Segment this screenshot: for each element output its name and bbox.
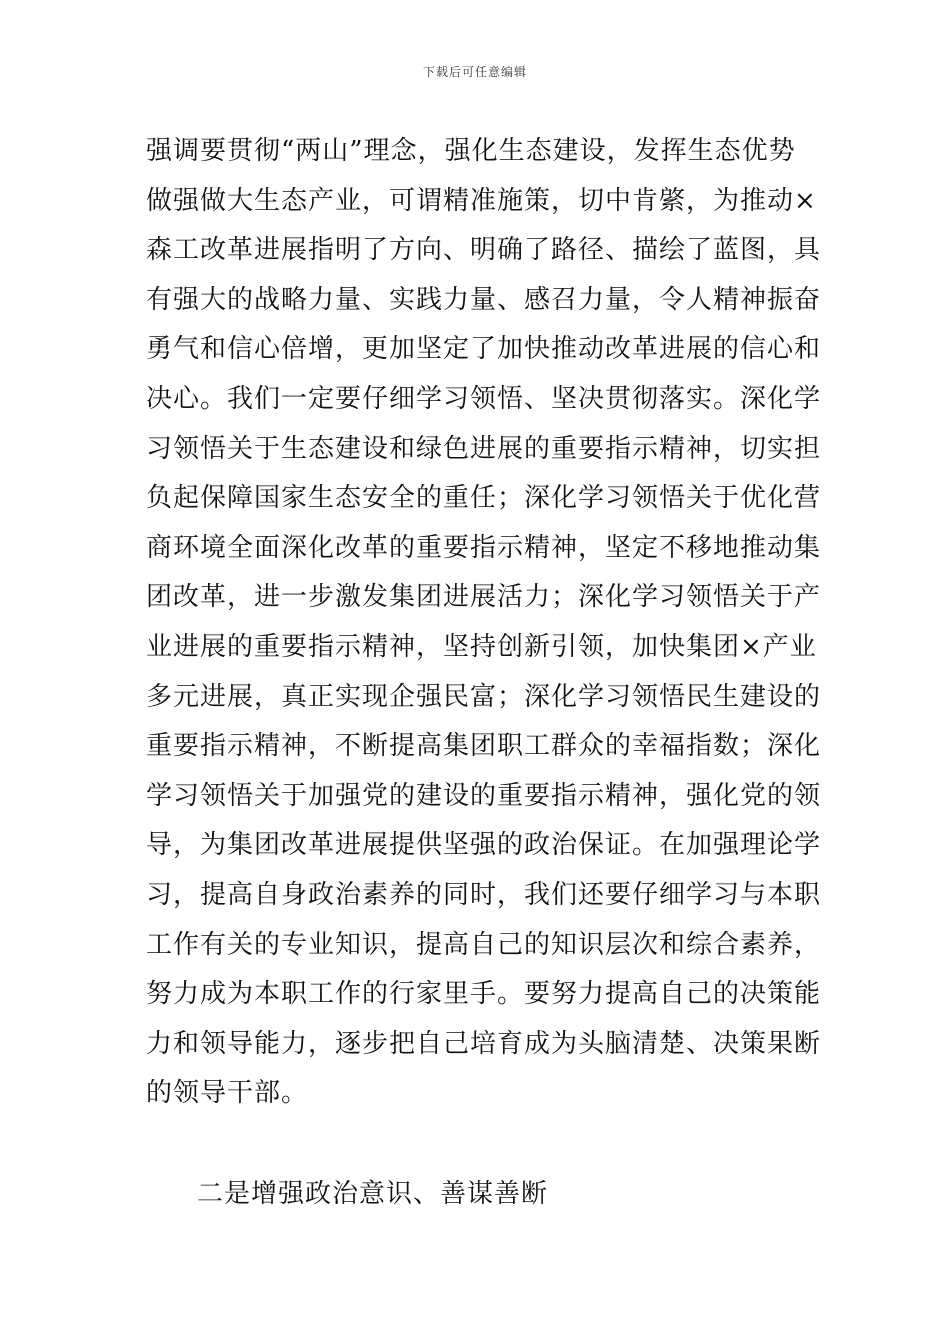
paragraph-line: 努力成为本职工作的行家里手。要努力提高自己的决策能 [146, 979, 822, 1010]
body-paragraph [146, 127, 822, 1119]
paragraph-line: 重要指示精神，不断提高集团职工群众的幸福指数；深化 [146, 731, 822, 762]
paragraph-line: 工作有关的专业知识，提高自己的知识层次和综合素养， [146, 929, 822, 960]
paragraph-line: 做强做大生态产业，可谓精准施策，切中肯綮，为推动× [146, 185, 817, 216]
paragraph-line: 森工改革进展指明了方向、明确了路径、描绘了蓝图，具 [146, 235, 822, 266]
paragraph-line: 团改革，进一步激发集团进展活力；深化学习领悟关于产 [146, 582, 822, 613]
paragraph-line: 习，提高自身政治素养的同时，我们还要仔细学习与本职 [146, 879, 822, 910]
paragraph-line: 有强大的战略力量、实践力量、感召力量，令人精神振奋 [146, 284, 822, 315]
paragraph-line: 商环境全面深化改革的重要指示精神，坚定不移地推动集 [146, 532, 822, 563]
paragraph-line: 导，为集团改革进展提供坚强的政治保证。在加强理论学 [146, 830, 822, 861]
section-heading: 二是增强政治意识、善谋善断 [197, 1179, 549, 1209]
paragraph-line: 勇气和信心倍增，更加坚定了加快推动改革进展的信心和 [146, 334, 822, 365]
paragraph-line: 强调要贯彻“两山”理念，强化生态建设，发挥生态优势 [146, 136, 796, 166]
paragraph-line: 的领导干部。 [146, 1078, 309, 1109]
page-header-note: 下载后可任意编辑 [422, 65, 527, 79]
paragraph-line: 决心。我们一定要仔细学习领悟、坚决贯彻落实。深化学 [146, 383, 822, 414]
paragraph-line: 学习领悟关于加强党的建设的重要指示精神，强化党的领 [146, 780, 822, 811]
paragraph-line: 多元进展，真正实现企强民富；深化学习领悟民生建设的 [146, 681, 822, 712]
paragraph-line: 业进展的重要指示精神，坚持创新引领，加快集团×产业 [146, 631, 817, 662]
paragraph-line: 习领悟关于生态建设和绿色进展的重要指示精神，切实担 [146, 433, 822, 464]
paragraph-line: 力和领导能力，逐步把自己培育成为头脑清楚、决策果断 [146, 1028, 822, 1059]
paragraph-line: 负起保障国家生态安全的重任；深化学习领悟关于优化营 [146, 483, 822, 514]
